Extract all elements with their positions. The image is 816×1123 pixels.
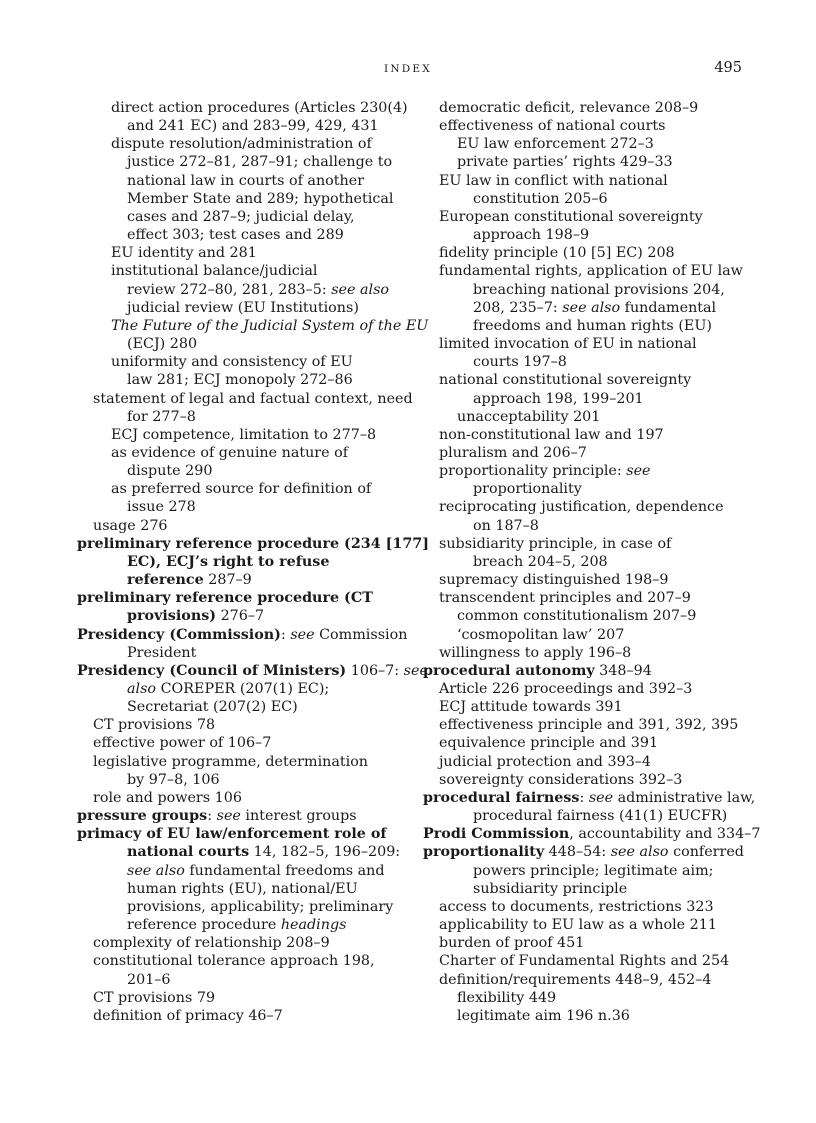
page-number: 495 (714, 60, 742, 76)
index-text: non-constitutional law and 197 (439, 426, 664, 443)
index-text: fidelity principle (10 [5] EC) 208 (439, 245, 675, 262)
index-text: COREPER (207(1) EC); (156, 681, 330, 697)
index-text: constitution 205–6 (473, 190, 608, 207)
index-text: unacceptability 201 (457, 408, 601, 425)
index-text: effect 303; test cases and 289 (127, 227, 344, 244)
index-text: fundamental (620, 299, 717, 316)
index-text: legitimate aim 196 n.36 (457, 1007, 630, 1024)
index-entry-line (423, 680, 761, 698)
index-text: direct action procedures (Articles 230(4) (111, 100, 408, 116)
index-text: Charter of Fundamental Rights and 254 (439, 953, 730, 970)
index-entry-line (77, 462, 410, 480)
index-text: by 97–8, 106 (127, 771, 220, 788)
index-text: supremacy distinguished 198–9 (439, 572, 669, 589)
index-text: on 187–8 (473, 517, 539, 534)
index-text: reference procedure (127, 917, 281, 934)
index-entry-line (423, 952, 761, 970)
index-entry-line (423, 498, 761, 516)
index-entry-line (423, 807, 761, 825)
index-entry-line (423, 898, 761, 916)
index-text: , accountability and 334–7 (569, 826, 761, 843)
index-text: EU law enforcement 272–3 (457, 136, 654, 153)
index-entry-line (423, 172, 761, 190)
index-entry-line (77, 498, 410, 516)
index-entry-line (77, 662, 428, 680)
index-entry-line (77, 626, 410, 644)
index-cross-reference: The Future of the Judicial System of the EU (111, 317, 429, 334)
index-text: usage 276 (93, 517, 168, 534)
index-text: transcendent principles and 207–9 (439, 590, 691, 607)
index-cross-reference: see also (562, 299, 621, 316)
index-entry-line (423, 390, 761, 408)
index-text: legislative programme, determination (93, 753, 369, 770)
index-text: national law in courts of another (127, 172, 365, 189)
index-text: national constitutional sovereignty (439, 372, 692, 389)
index-text: EU law in conflict with national (439, 172, 668, 189)
index-text: 276–7 (216, 608, 265, 625)
index-entry-line (77, 299, 410, 317)
index-entry-line (77, 517, 410, 535)
index-entry-line (77, 353, 410, 371)
index-cross-reference: see (588, 789, 614, 806)
index-text: courts 197–8 (473, 354, 567, 371)
index-entry-line (423, 208, 761, 226)
index-headword: preliminary reference procedure (234 [177] (77, 535, 430, 552)
index-headword: national courts (127, 844, 250, 861)
index-text: 448–54: (544, 844, 611, 861)
index-text: dispute 290 (127, 463, 213, 480)
index-text: dispute resolution/administration of (111, 136, 372, 153)
index-cross-reference: see also (610, 844, 669, 861)
index-headword: primacy of EU law/enforcement role of (77, 826, 387, 843)
index-text: 14, 182–5, 196–209: (249, 844, 401, 861)
index-entry-line (423, 426, 761, 444)
index-text: as evidence of genuine nature of (111, 444, 349, 461)
index-text: institutional balance/judicial (111, 263, 318, 280)
index-text: provisions, applicability; preliminary (127, 898, 394, 915)
index-cross-reference: see also (331, 281, 390, 298)
index-entry-line (77, 698, 410, 716)
index-text: Member State and 289; hypothetical (127, 190, 394, 207)
index-text: freedoms and human rights (EU) (473, 317, 712, 334)
index-headword: preliminary reference procedure (CT (77, 590, 373, 607)
index-entry-line (77, 807, 410, 825)
index-text: 106–7: (346, 662, 404, 679)
index-entry-line (423, 353, 761, 371)
index-entry-line (423, 916, 761, 934)
index-text: limited invocation of EU in national (439, 336, 697, 353)
index-text: ECJ attitude towards 391 (439, 699, 623, 716)
index-headword: Presidency (Council of Ministers) (77, 662, 347, 679)
index-entry-line (77, 934, 410, 952)
index-text: President (127, 644, 197, 661)
index-entry-line (77, 317, 429, 335)
index-text: : (280, 626, 291, 643)
index-entry-line (423, 281, 761, 299)
index-text: CT provisions 79 (93, 989, 216, 1006)
index-text: fundamental freedoms and (184, 862, 385, 879)
index-text: issue 278 (127, 499, 196, 516)
index-entry-line (423, 117, 761, 135)
index-text: judicial protection and 393–4 (439, 753, 652, 770)
index-entry-line (423, 262, 761, 280)
index-entry-line (423, 480, 761, 498)
index-cross-reference: see (403, 662, 428, 679)
index-entry-line (423, 698, 761, 716)
index-entry-line (77, 589, 410, 607)
index-entry-line (423, 662, 761, 680)
index-text: approach 198, 199–201 (473, 390, 644, 407)
index-text: statement of legal and factual context, need (93, 390, 413, 407)
index-entry-line (423, 190, 761, 208)
index-entry-line (77, 607, 410, 625)
index-text: Commission (314, 626, 408, 643)
index-text: : (207, 808, 217, 825)
index-entry-line (77, 1007, 410, 1025)
index-entry-line (77, 244, 410, 262)
index-entry-line (77, 753, 410, 771)
index-entry-line (423, 244, 761, 262)
index-entry-line (423, 789, 761, 807)
index-entry-line (423, 371, 761, 389)
index-text: common constitutionalism 207–9 (457, 608, 697, 625)
index-entry-line (423, 607, 761, 625)
index-entry-line (77, 862, 410, 880)
index-text: approach 198–9 (473, 227, 590, 244)
index-entry-line (423, 825, 761, 843)
index-entry-line (423, 444, 761, 462)
index-entry-line (423, 462, 761, 480)
index-text: 208, 235–7: (473, 299, 563, 316)
index-cross-reference: also (127, 681, 157, 697)
index-text: reciprocating justification, dependence (439, 499, 724, 516)
index-text: administrative law, (613, 789, 756, 806)
index-text: conferred (668, 844, 744, 861)
index-entry-line (77, 480, 410, 498)
index-text: breaching national provisions 204, (473, 281, 725, 298)
index-entry-line (77, 644, 410, 662)
index-entry-line (423, 226, 761, 244)
index-text: sovereignty considerations 392–3 (439, 771, 683, 788)
index-text: review 272–80, 281, 283–5: (127, 281, 332, 298)
index-headword: pressure groups (77, 808, 208, 825)
index-headword: reference (127, 572, 204, 589)
index-entry-line (423, 135, 761, 153)
index-headword: procedural autonomy (423, 662, 595, 679)
index-entry-line (77, 989, 410, 1007)
index-entry-line (77, 571, 410, 589)
index-text: willingness to apply 196–8 (439, 644, 632, 661)
index-text: (ECJ) 280 (127, 336, 198, 353)
index-entry-line (77, 281, 410, 299)
index-entry-line (77, 99, 410, 117)
index-column-right (423, 99, 761, 1025)
index-entry-line (423, 153, 761, 171)
index-entry-line (77, 335, 410, 353)
index-headword: Presidency (Commission) (77, 626, 281, 643)
index-entry-line (77, 535, 430, 553)
index-text: role and powers 106 (93, 789, 242, 806)
index-entry-line (77, 898, 410, 916)
index-text: 287–9 (203, 572, 252, 589)
index-entry-line (423, 299, 761, 317)
index-entry-line (423, 880, 761, 898)
index-text: effectiveness of national courts (439, 118, 666, 135)
index-cross-reference: see (216, 808, 241, 825)
index-text: and 241 EC) and 283–99, 429, 431 (127, 118, 379, 135)
index-text: ‘cosmopolitan law’ 207 (457, 626, 625, 643)
index-cross-reference: headings (280, 917, 347, 934)
index-text: effective power of 106–7 (93, 735, 272, 752)
index-entry-line (77, 390, 413, 408)
index-text: ECJ competence, limitation to 277–8 (111, 426, 377, 443)
index-text: pluralism and 206–7 (439, 444, 587, 461)
index-entry-line (423, 535, 761, 553)
index-entry-line (77, 880, 410, 898)
index-entry-line (423, 99, 761, 117)
index-headword: procedural fairness (423, 789, 580, 806)
index-text: proportionality principle: (439, 463, 627, 480)
index-entry-line (423, 862, 761, 880)
index-entry-line (423, 971, 761, 989)
index-entry-line (77, 789, 410, 807)
index-text: democratic deficit, relevance 208–9 (439, 100, 699, 116)
index-text: effectiveness principle and 391, 392, 395 (439, 717, 739, 734)
index-headword: provisions) (127, 608, 217, 625)
index-entry-line (423, 408, 761, 426)
index-cross-reference: see (626, 463, 651, 480)
index-entry-line (423, 771, 761, 789)
index-text: for 277–8 (127, 408, 196, 425)
index-text: flexibility 449 (457, 989, 557, 1006)
index-entry-line (77, 135, 410, 153)
index-text: : (579, 789, 589, 806)
index-entry-line (423, 517, 761, 535)
index-text: equivalence principle and 391 (439, 735, 659, 752)
index-entry-line (77, 426, 410, 444)
index-headword: proportionality (423, 844, 545, 861)
index-entry-line (77, 734, 410, 752)
index-text: judicial review (EU Institutions) (127, 299, 359, 316)
index-column-left (77, 99, 430, 1025)
index-text: private parties’ rights 429–33 (457, 154, 673, 171)
index-entry-line (423, 626, 761, 644)
index-entry-line (77, 680, 410, 698)
index-text: 348–94 (594, 662, 652, 679)
index-text: access to documents, restrictions 323 (439, 898, 714, 915)
index-text: definition of primacy 46–7 (93, 1007, 283, 1024)
index-text: powers principle; legitimate aim; (473, 862, 714, 879)
index-text: complexity of relationship 208–9 (93, 935, 330, 952)
index-entry-line (77, 716, 410, 734)
index-entry-line (423, 934, 761, 952)
index-text: interest groups (240, 808, 357, 825)
index-text: constitutional tolerance approach 198, (93, 953, 375, 970)
index-entry-line (77, 226, 410, 244)
index-entry-line (77, 971, 410, 989)
index-text: CT provisions 78 (93, 717, 216, 734)
index-text: subsidiarity principle (473, 880, 628, 897)
index-entry-line (77, 172, 410, 190)
page-header-title: INDEX (384, 63, 432, 75)
index-cross-reference: see (290, 626, 315, 643)
index-entry-line (77, 843, 410, 861)
index-text: Secretariat (207(2) EC) (127, 699, 298, 716)
index-text: breach 204–5, 208 (473, 553, 608, 570)
index-entry-line (423, 753, 761, 771)
index-text: fundamental rights, application of EU law (439, 263, 743, 280)
index-entry-line (77, 190, 410, 208)
index-text: subsidiarity principle, in case of (439, 535, 672, 552)
index-text: burden of proof 451 (439, 935, 585, 952)
index-entry-line (77, 553, 410, 571)
index-text: uniformity and consistency of EU (111, 354, 353, 371)
index-text: procedural fairness (41(1) EUCFR) (473, 808, 728, 825)
index-text: European constitutional sovereignty (439, 208, 703, 225)
index-text: law 281; ECJ monopoly 272–86 (127, 372, 353, 389)
index-entry-line (423, 716, 761, 734)
index-entry-line (77, 371, 410, 389)
index-text: Article 226 proceedings and 392–3 (439, 681, 693, 697)
index-text: human rights (EU), national/EU (127, 880, 358, 897)
index-entry-line (77, 916, 410, 934)
index-text: as preferred source for definition of (111, 481, 372, 498)
index-text: cases and 287–9; judicial delay, (127, 208, 355, 225)
index-entry-line (423, 1007, 761, 1025)
index-entry-line (77, 444, 410, 462)
index-entry-line (423, 589, 761, 607)
index-entry-line (423, 734, 761, 752)
index-entry-line (423, 571, 761, 589)
index-text: 201–6 (127, 971, 171, 988)
index-headword: Prodi Commission (423, 826, 570, 843)
index-entry-line (423, 553, 761, 571)
index-entry-line (423, 335, 761, 353)
index-text: definition/requirements 448–9, 452–4 (439, 971, 712, 988)
index-entry-line (77, 408, 410, 426)
index-entry-line (77, 153, 410, 171)
index-entry-line (77, 262, 410, 280)
index-text: justice 272–81, 287–91; challenge to (127, 154, 393, 171)
index-entry-line (423, 317, 761, 335)
index-text: proportionality (473, 481, 582, 498)
index-text: applicability to EU law as a whole 211 (439, 917, 717, 934)
index-cross-reference: see also (127, 862, 185, 879)
index-text: EU identity and 281 (111, 245, 257, 262)
index-entry-line (77, 771, 410, 789)
index-entry-line (77, 952, 410, 970)
index-entry-line (77, 117, 410, 135)
index-entry-line (77, 825, 410, 843)
index-entry-line (77, 208, 410, 226)
index-headword: EC), ECJ’s right to refuse (127, 553, 330, 570)
index-entry-line (423, 989, 761, 1007)
index-entry-line (423, 843, 761, 861)
index-entry-line (423, 644, 761, 662)
